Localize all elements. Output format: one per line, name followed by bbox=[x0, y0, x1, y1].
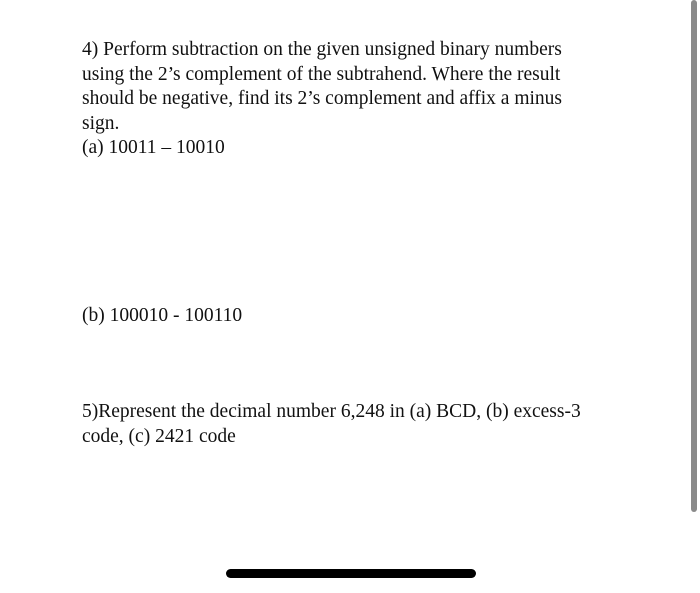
home-indicator-bar[interactable] bbox=[226, 569, 476, 578]
question-4-text: 4) Perform subtraction on the given unsigned binary numbers using the 2’s complement of the subtrahend. Where the result should be negative, find its 2’s complement and affix a minus sign. bbox=[82, 39, 563, 134]
question-4-part-b: (b) 100010 - 100110 bbox=[82, 305, 243, 326]
question-4 bbox=[82, 38, 602, 136]
question-4-part-a: (a) 10011 – 10010 bbox=[82, 137, 225, 158]
question-5-text: 5)Represent the decimal number 6,248 in (a) BCD, (b) excess-3 code, (c) 2421 code bbox=[82, 401, 581, 447]
vertical-scrollbar[interactable] bbox=[691, 0, 697, 512]
